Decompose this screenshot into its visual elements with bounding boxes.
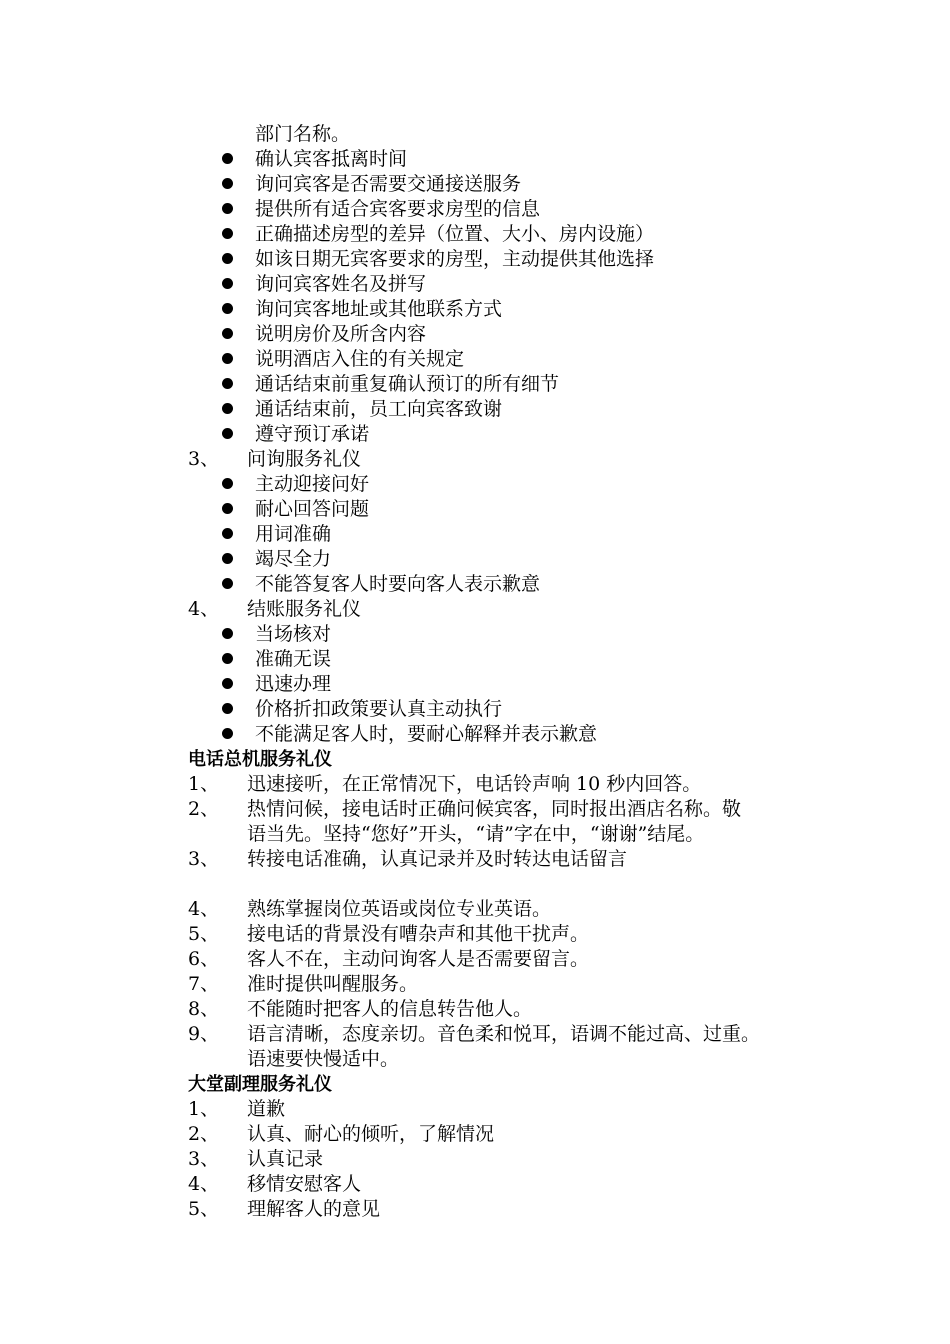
list-item: 8、 不能随时把客人的信息转告他人。 [188,998,533,1020]
list-item: 不能答复客人时要向客人表示歉意 [222,572,540,597]
list-item: 耐心回答问题 [222,497,369,522]
list-item: 询问宾客地址或其他联系方式 [222,297,502,322]
bullet-icon [222,503,233,514]
list-item-continuation: 语速要快慢适中。 [247,1048,400,1070]
list-item: 4、 熟练掌握岗位英语或岗位专业英语。 [188,898,552,920]
bullet-icon [222,703,233,714]
list-item: 1、 迅速接听，在正常情况下，电话铃声响 10 秒内回答。 [188,773,702,795]
bullet-icon [222,478,233,489]
bullet-icon [222,678,233,689]
bullet-icon [222,328,233,339]
list-item: 3、 转接电话准确，认真记录并及时转达电话留言 [188,848,628,870]
list-item: 3、 认真记录 [188,1148,324,1170]
list-item: 不能满足客人时，要耐心解释并表示歉意 [222,722,597,747]
list-item: 迅速办理 [222,672,331,697]
bullet-icon [222,528,233,539]
bullet-icon [222,228,233,239]
list-item: 6、 客人不在，主动问询客人是否需要留言。 [188,948,590,970]
bullet-icon [222,153,233,164]
list-item: 用词准确 [222,522,331,547]
list-item: 9、 语言清晰，态度亲切。音色柔和悦耳，语调不能过高、过重。 [188,1023,761,1045]
continuation-text: 部门名称。 [255,123,351,145]
bullet-icon [222,578,233,589]
bullet-icon [222,628,233,639]
bullet-icon [222,728,233,739]
bullet-icon [222,178,233,189]
bullet-icon [222,253,233,264]
bullet-icon [222,353,233,364]
bullet-icon [222,203,233,214]
list-item: 说明酒店入住的有关规定 [222,347,464,372]
bullet-icon [222,428,233,439]
list-item: 7、 准时提供叫醒服务。 [188,973,419,995]
operator-section-heading: 电话总机服务礼仪 [188,749,332,770]
list-item: 询问宾客是否需要交通接送服务 [222,172,521,197]
checkout-section-title: 4、 结账服务礼仪 [188,598,362,620]
bullet-icon [222,553,233,564]
list-item: 询问宾客姓名及拼写 [222,272,426,297]
list-item: 说明房价及所含内容 [222,322,426,347]
list-item: 2、 热情问候，接电话时正确问候宾客，同时报出酒店名称。敬 [188,798,742,820]
list-item: 通话结束前，员工向宾客致谢 [222,397,502,422]
list-item-continuation: 语当先。坚持“您好”开头，“请”字在中，“谢谢”结尾。 [247,823,705,845]
bullet-icon [222,653,233,664]
bullet-icon [222,278,233,289]
list-item: 当场核对 [222,622,331,647]
list-item: 5、 接电话的背景没有嘈杂声和其他干扰声。 [188,923,590,945]
inquiry-section-title: 3、 问询服务礼仪 [188,448,362,470]
list-item: 正确描述房型的差异（位置、大小、房内设施） [222,222,654,247]
list-item: 遵守预订承诺 [222,422,369,447]
list-item: 价格折扣政策要认真主动执行 [222,697,502,722]
list-item: 竭尽全力 [222,547,331,572]
list-item: 4、 移情安慰客人 [188,1173,362,1195]
list-item: 确认宾客抵离时间 [222,147,407,172]
bullet-icon [222,303,233,314]
list-item: 通话结束前重复确认预订的所有细节 [222,372,559,397]
list-item: 提供所有适合宾客要求房型的信息 [222,197,540,222]
list-item: 5、 理解客人的意见 [188,1198,381,1220]
bullet-icon [222,378,233,389]
list-item: 准确无误 [222,647,331,672]
bullet-icon [222,403,233,414]
list-item: 2、 认真、耐心的倾听，了解情况 [188,1123,495,1145]
list-item: 主动迎接问好 [222,472,369,497]
list-item: 1、 道歉 [188,1098,286,1120]
manager-section-heading: 大堂副理服务礼仪 [188,1074,332,1095]
list-item: 如该日期无宾客要求的房型，主动提供其他选择 [222,247,654,272]
